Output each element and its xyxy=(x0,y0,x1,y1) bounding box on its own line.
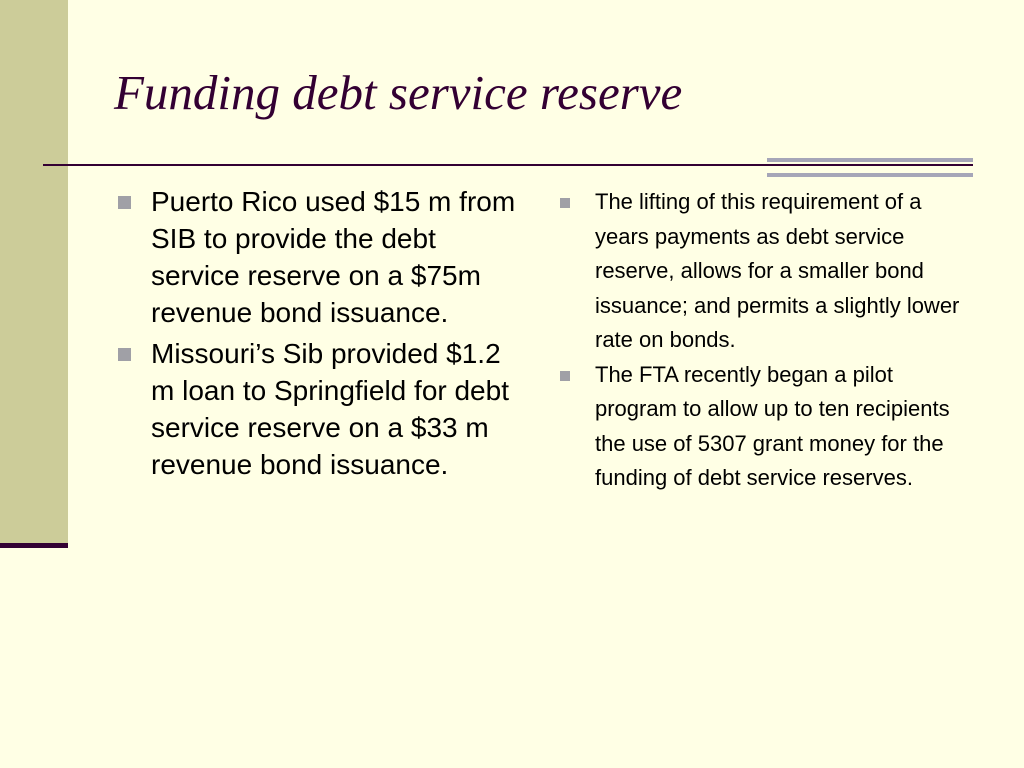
square-bullet-icon xyxy=(560,371,570,381)
bullet-text: Missouri’s Sib provided $1.2 m loan to Springfield for debt service reserve on a $33 m revenue bond issuance. xyxy=(151,338,509,480)
square-bullet-icon xyxy=(118,196,131,209)
bullet-text: The FTA recently began a pilot program to allow up to ten recipients the use of 5307 grant money for the funding of debt service reserves. xyxy=(595,361,950,490)
bullet-text: The lifting of this requirement of a years payments as debt service reserve, allows for a smaller bond issuance; and permits a slightly lower rate on bonds. xyxy=(595,189,960,352)
sidebar-foot-rule xyxy=(0,543,68,548)
divider-accent-top xyxy=(767,158,973,162)
square-bullet-icon xyxy=(560,198,570,208)
list-item xyxy=(558,358,968,496)
slide-title: Funding debt service reserve xyxy=(114,65,683,120)
left-sidebar-band xyxy=(0,0,68,545)
divider-accent-bottom xyxy=(767,173,973,177)
title-divider xyxy=(43,164,973,166)
list-item xyxy=(114,335,524,483)
left-bullet-list xyxy=(114,183,524,487)
right-bullet-list xyxy=(558,185,968,496)
list-item xyxy=(558,185,968,358)
square-bullet-icon xyxy=(118,348,131,361)
bullet-text: Puerto Rico used $15 m from SIB to provide the debt service reserve on a $75m revenue bond issuance. xyxy=(151,186,516,328)
list-item xyxy=(114,183,524,331)
